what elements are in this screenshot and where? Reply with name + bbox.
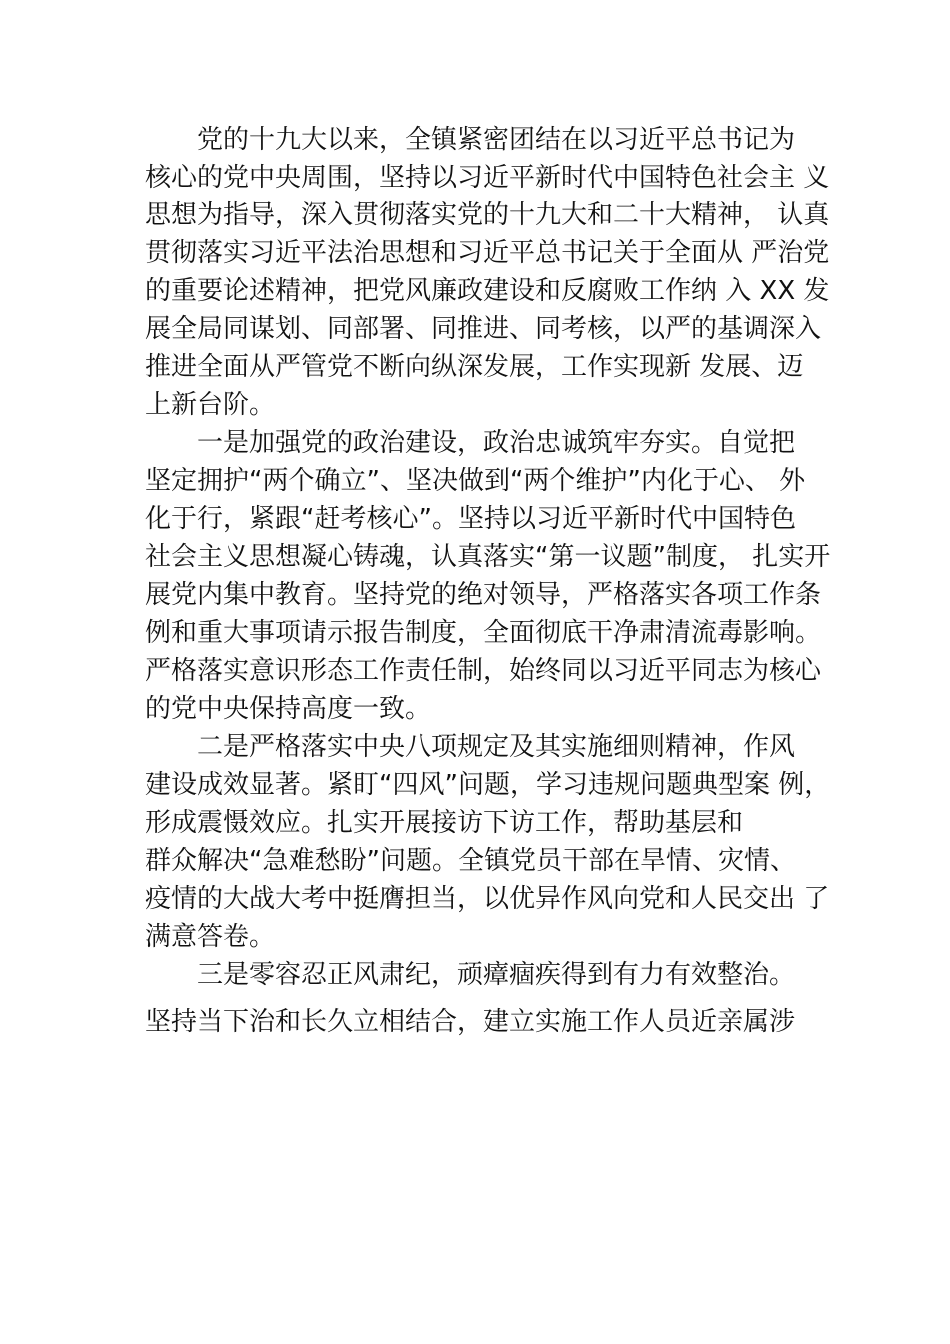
paragraph-3-line-5: 疫情的大战大考中挺膺担当，以优异作风向党和人民交出 了	[145, 884, 830, 914]
paragraph-3-line-6: 满意答卷。	[145, 922, 276, 952]
paragraph-3-line-4: 群众解决“急难愁盼”问题。全镇党员干部在旱情、灾情、	[145, 846, 796, 876]
paragraph-2-line-4: 社会主义思想凝心铸魂，认真落实“第一议题”制度， 扎实开	[145, 542, 831, 572]
paragraph-2-line-8: 的党中央保持高度一致。	[145, 694, 432, 724]
paragraph-1-line-1: 党的十九大以来，全镇紧密团结在以习近平总书记为	[197, 125, 796, 155]
paragraph-3-line-2: 建设成效显著。紧盯“四风”问题，学习违规问题典型案 例，	[145, 770, 831, 800]
paragraph-1-line-6: 展全局同谋划、同部署、同推进、同考核，以严的基调深入	[145, 314, 822, 344]
paragraph-1-line-7: 推进全面从严管党不断向纵深发展，工作实现新 发展、迈	[145, 352, 804, 382]
paragraph-1-line-4: 贯彻落实习近平法治思想和习近平总书记关于全面从 严治党	[145, 238, 830, 268]
paragraph-3-line-3: 形成震慑效应。扎实开展接访下访工作，帮助基层和	[145, 808, 744, 838]
paragraph-2-line-6: 例和重大事项请示报告制度，全面彻底干净肃清流毒影响。	[145, 618, 822, 648]
paragraph-4-line-2: 坚持当下治和长久立相结合，建立实施工作人员近亲属涉	[145, 1007, 796, 1037]
paragraph-2-line-5: 展党内集中教育。坚持党的绝对领导，严格落实各项工作条	[145, 580, 822, 610]
paragraph-4-line-1: 三是零容忍正风肃纪，顽瘴痼疾得到有力有效整治。	[197, 960, 796, 990]
paragraph-1-line-5: 的重要论述精神，把党风廉政建设和反腐败工作纳 入 XX 发	[145, 276, 830, 306]
paragraph-2-line-7: 严格落实意识形态工作责任制，始终同以习近平同志为核心	[145, 656, 822, 686]
paragraph-2-line-2: 坚定拥护“两个确立”、坚决做到“两个维护”内化于心、 外	[145, 466, 806, 496]
paragraph-2-line-3: 化于行，紧跟“赶考核心”。坚持以习近平新时代中国特色	[145, 504, 796, 534]
paragraph-1-line-3: 思想为指导，深入贯彻落实党的十九大和二十大精神， 认真	[145, 200, 830, 230]
paragraph-2-line-1: 一是加强党的政治建设，政治忠诚筑牢夯实。自觉把	[197, 428, 796, 458]
paragraph-3-line-1: 二是严格落实中央八项规定及其实施细则精神，作风	[197, 732, 796, 762]
paragraph-1-line-2: 核心的党中央周围，坚持以习近平新时代中国特色社会主 义	[145, 163, 830, 193]
paragraph-1-line-8: 上新台阶。	[145, 390, 276, 420]
